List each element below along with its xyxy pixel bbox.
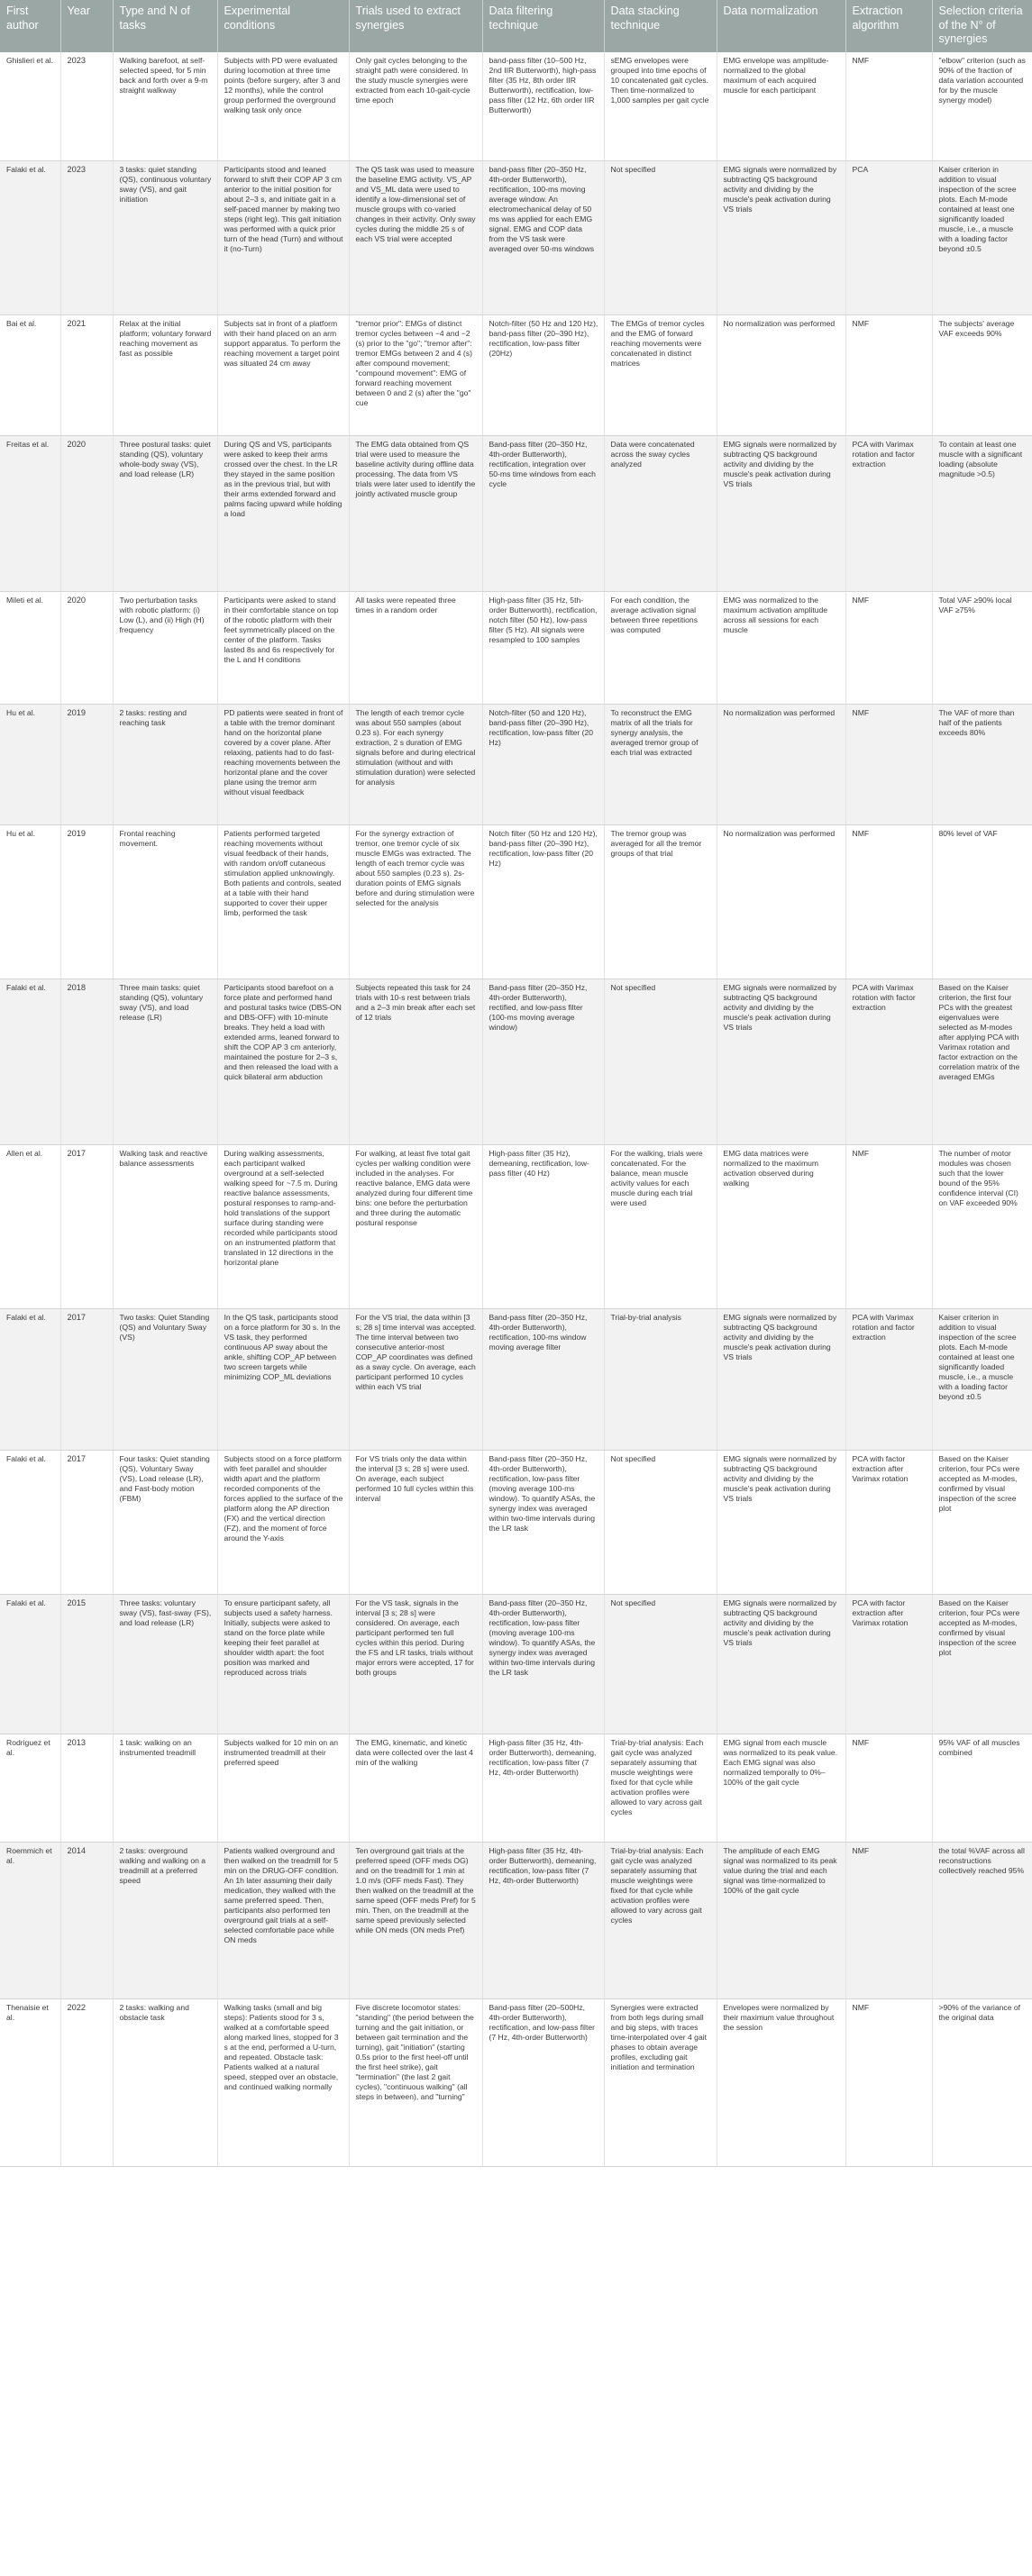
cell-experimental-conditions: In the QS task, participants stood on a force platform for 30 s. In the VS task, they performed continuous AP sway about the ankle, shifting COP_AP between two screen targets while minimizing COP_ML deviations [217, 1309, 349, 1451]
cell-first-author: Allen et al. [0, 1145, 60, 1309]
cell-data-stacking: Trial-by-trial analysis: Each gait cycle was analyzed separately assuming that muscle weightings were fixed for that cycle while activation profiles were allowed to vary across gait cycles [604, 1843, 717, 1999]
cell-data-stacking: Data were concatenated across the sway cycles analyzed [604, 436, 717, 592]
cell-first-author: Falaki et al. [0, 1309, 60, 1451]
cell-data-normalization: EMG signals were normalized by subtracting QS background activity and dividing by the muscle's peak activation during VS trials [717, 979, 845, 1145]
cell-data-normalization: EMG signals were normalized by subtracting QS background activity and dividing by the muscle's peak activation during VS trials [717, 161, 845, 315]
cell-year: 2022 [60, 1999, 113, 2167]
cell-experimental-conditions: During walking assessments, each participant walked overground at a self-selected walking speed for ~7.5 m. During reactive balance assessments, postural responses to ramp-and-hold translations of the support surface during standing were recorded while participants stood on an instrumented platform that translated in 12 directions in the horizontal plane [217, 1145, 349, 1309]
cell-data-stacking: Not specified [604, 1595, 717, 1734]
cell-extraction-algorithm: NMF [845, 705, 932, 825]
table-row [0, 1999, 1032, 2167]
cell-trials-used: For the synergy extraction of tremor, one tremor cycle of six muscle EMGs was extracted. The length of each tremor cycle was about 550 samples (0.23 s). 2s-duration points of EMG signals before and during stimulation were selected for the analysis [349, 825, 482, 979]
cell-data-filtering: band-pass filter (10–500 Hz, 2nd IIR Butterworth), high-pass filter (35 Hz, 8th order IIR Butterworth), rectification, low-pass filter (12 Hz, 6th order IIR Butterworth) [482, 52, 604, 161]
cell-year: 2020 [60, 592, 113, 705]
table-row [0, 1595, 1032, 1734]
header-col-data-stacking: Data stacking technique [604, 0, 717, 52]
cell-trials-used: For the VS task, signals in the interval [3 s; 28 s] were considered. On average, each participant performed ten full cycles within this period. During the FS and LR tasks, trials without major errors were accepted, 17 for both groups [349, 1595, 482, 1734]
table-row [0, 1843, 1032, 1999]
cell-first-author: Thenaisie et al. [0, 1999, 60, 2167]
cell-experimental-conditions: Participants stood barefoot on a force plate and performed hand and postural tasks twice (DBS-ON and DBS-OFF) with 10-minute breaks. They held a load with extended arms, leaned forward to shift the COP AP 3 cm anteriorly, maintained the posture for 2–3 s, and then released the load with a quick bilateral arm abduction [217, 979, 349, 1145]
cell-data-filtering: Notch filter (50 Hz and 120 Hz), band-pass filter (20–390 Hz), rectification, low-pass filter (20 Hz) [482, 825, 604, 979]
cell-data-filtering: Band-pass filter (20–350 Hz, 4th-order Butterworth), rectification, low-pass filter (moving average 100-ms window). To quantify ASAs, the synergy index was averaged within two-time intervals during the LR task [482, 1451, 604, 1595]
cell-extraction-algorithm: NMF [845, 1734, 932, 1843]
cell-year: 2019 [60, 705, 113, 825]
table-row [0, 1145, 1032, 1309]
cell-selection-criteria: Based on the Kaiser criterion, four PCs were accepted as M-modes, confirmed by visual inspection of the scree plot [932, 1595, 1032, 1734]
cell-data-normalization: EMG data matrices were normalized to the maximum activation observed during walking [717, 1145, 845, 1309]
cell-selection-criteria: Based on the Kaiser criterion, four PCs were accepted as M-modes, confirmed by visual inspection of the scree plot [932, 1451, 1032, 1595]
table-row [0, 315, 1032, 436]
cell-data-normalization: No normalization was performed [717, 705, 845, 825]
table-row [0, 592, 1032, 705]
cell-experimental-conditions: Participants stood and leaned forward to shift their COP AP 3 cm anterior to the initial position for about 2–3 s, and initiate gait in a self-paced manner by making two steps (right leg). This gait initiation was performed with a quick prior turn of the head (Turn) and without it (no-Turn) [217, 161, 349, 315]
cell-year: 2023 [60, 161, 113, 315]
cell-first-author: Rodriguez et al. [0, 1734, 60, 1843]
cell-trials-used: The length of each tremor cycle was about 550 samples (about 0.23 s). For each synergy extraction, 2 s duration of EMG signals before and during electrical stimulation (without and with stimulation duration) were selected for analysis [349, 705, 482, 825]
table-row [0, 825, 1032, 979]
cell-trials-used: The QS task was used to measure the baseline EMG activity. VS_AP and VS_ML data were used to identify a low-dimensional set of muscle groups with co-varied changes in their activity. Only sway cycles during the middle 25 s of each VS trial were accepted [349, 161, 482, 315]
cell-data-normalization: EMG was normalized to the maximum activation amplitude across all sessions for each muscle [717, 592, 845, 705]
header-col-selection-criteria: Selection criteria of the N° of synergies [932, 0, 1032, 52]
cell-type-n-tasks: Two tasks: Quiet Standing (QS) and Voluntary Sway (VS) [113, 1309, 217, 1451]
cell-extraction-algorithm: PCA with factor extraction after Varimax rotation [845, 1451, 932, 1595]
cell-data-filtering: Notch-filter (50 Hz and 120 Hz), band-pass filter (20–390 Hz), rectification, low-pass filter (20Hz) [482, 315, 604, 436]
cell-type-n-tasks: Three main tasks: quiet standing (QS), voluntary sway (VS), and load release (LR) [113, 979, 217, 1145]
cell-year: 2013 [60, 1734, 113, 1843]
cell-year: 2017 [60, 1451, 113, 1595]
cell-trials-used: For the VS trial, the data within [3 s; 28 s] time interval was accepted. The time interval between two consecutive anterior-most COP_AP coordinates was defined as a sway cycle. On average, each participant performed 10 cycles within each VS trial [349, 1309, 482, 1451]
cell-selection-criteria: Kaiser criterion in addition to visual inspection of the scree plots. Each M-mode contained at least one significantly loaded muscle, i.e., a muscle with a loading factor beyond ±0.5 [932, 1309, 1032, 1451]
cell-experimental-conditions: Subjects with PD were evaluated during locomotion at three time points (before surgery, after 3 and 12 months), while the control group performed the overground walking task only once [217, 52, 349, 161]
cell-selection-criteria: the total %VAF across all reconstructions collectively reached 95% [932, 1843, 1032, 1999]
cell-data-filtering: High-pass filter (35 Hz, 4th-order Butterworth), demeaning, rectification, low-pass filter (7 Hz, 4th-order Butterworth) [482, 1734, 604, 1843]
cell-selection-criteria: Based on the Kaiser criterion, the first four PCs with the greatest eigenvalues were selected as M-modes after applying PCA with Varimax rotation and factor extraction on the correlation matrix of the averaged EMGs [932, 979, 1032, 1145]
cell-type-n-tasks: 1 task: walking on an instrumented treadmill [113, 1734, 217, 1843]
cell-data-filtering: Band-pass filter (20–350 Hz, 4th-order Butterworth), rectification, integration over 50-ms time windows from each cycle [482, 436, 604, 592]
cell-data-stacking: Trial-by-trial analysis [604, 1309, 717, 1451]
cell-selection-criteria: The subjects' average VAF exceeds 90% [932, 315, 1032, 436]
cell-first-author: Hu et al. [0, 705, 60, 825]
cell-experimental-conditions: Subjects stood on a force platform with feet parallel and shoulder width apart and the platform recorded components of the forces applied to the surface of the platform along the AP direction (FX) and the vertical direction (FZ), and the moment of force around the Y-axis [217, 1451, 349, 1595]
cell-experimental-conditions: Subjects sat in front of a platform with their hand placed on an arm support apparatus. To perform the reaching movement a target point was situated 24 cm away [217, 315, 349, 436]
cell-first-author: Falaki et al. [0, 1451, 60, 1595]
cell-first-author: Hu et al. [0, 825, 60, 979]
cell-first-author: Falaki et al. [0, 161, 60, 315]
cell-first-author: Ghislieri et al. [0, 52, 60, 161]
cell-first-author: Mileti et al. [0, 592, 60, 705]
cell-type-n-tasks: Three tasks: voluntary sway (VS), fast-sway (FS), and load release (LR) [113, 1595, 217, 1734]
cell-first-author: Roemmich et al. [0, 1843, 60, 1999]
cell-trials-used: Five discrete locomotor states: "standing" (the period between the turning and the gait initiation, or between gait termination and the turning), gait "initiation" (starting 0.5s prior to the first heel-off until the first heel strike), gait "termination" (the last 2 gait cycles), "continuous walking" (all steps in between), and "turning" [349, 1999, 482, 2167]
cell-trials-used: The EMG, kinematic, and kinetic data were collected over the last 4 min of the walking [349, 1734, 482, 1843]
cell-data-normalization: EMG envelope was amplitude-normalized to the global maximum of each acquired muscle for each participant [717, 52, 845, 161]
cell-type-n-tasks: Walking task and reactive balance assessments [113, 1145, 217, 1309]
cell-selection-criteria: Total VAF ≥90% local VAF ≥75% [932, 592, 1032, 705]
cell-year: 2017 [60, 1145, 113, 1309]
cell-year: 2023 [60, 52, 113, 161]
header-col-extraction-algorithm: Extraction algorithm [845, 0, 932, 52]
cell-extraction-algorithm: NMF [845, 315, 932, 436]
cell-data-stacking: Trial-by-trial analysis: Each gait cycle was analyzed separately assuming that muscle weightings were fixed for that cycle while activation profiles were allowed to vary across gait cycles [604, 1734, 717, 1843]
cell-data-stacking: The tremor group was averaged for all the tremor groups of that trial [604, 825, 717, 979]
table-row [0, 979, 1032, 1145]
header-col-trials-used: Trials used to extract synergies [349, 0, 482, 52]
cell-data-stacking: Not specified [604, 979, 717, 1145]
cell-data-normalization: EMG signal from each muscle was normalized to its peak value. Each EMG signal was also normalized temporally to 0%–100% of the gait cycle [717, 1734, 845, 1843]
cell-trials-used: For VS trials only the data within the interval [3 s; 28 s] were used. On average, each subject performed 10 full cycles within this interval [349, 1451, 482, 1595]
cell-trials-used: For walking, at least five total gait cycles per walking condition were included in the analyses. For reactive balance, EMG data were analyzed during four different time bins: one before the perturbation and three during the automatic postural response [349, 1145, 482, 1309]
cell-selection-criteria: "elbow" criterion (such as 90% of the fraction of data variation accounted for by the muscle synergy model) [932, 52, 1032, 161]
cell-data-filtering: High-pass filter (35 Hz, 5th-order Butterworth), rectification, notch filter (50 Hz), low-pass filter (5 Hz). All signals were resampled to 100 samples [482, 592, 604, 705]
cell-year: 2018 [60, 979, 113, 1145]
cell-year: 2017 [60, 1309, 113, 1451]
cell-data-filtering: Band-pass filter (20–350 Hz, 4th-order Butterworth), rectification, low-pass filter (moving average 100-ms window). To quantify ASAs, the synergy index was averaged within two-time intervals during the LR task [482, 1595, 604, 1734]
cell-extraction-algorithm: NMF [845, 592, 932, 705]
cell-first-author: Falaki et al. [0, 1595, 60, 1734]
cell-data-stacking: For each condition, the average activation signal between three repetitions was computed [604, 592, 717, 705]
cell-selection-criteria: Kaiser criterion in addition to visual inspection of the scree plots. Each M-mode contained at least one significantly loaded muscle, i.e., a muscle with a loading factor beyond ±0.5 [932, 161, 1032, 315]
cell-data-filtering: High-pass filter (35 Hz, 4th-order Butterworth), demeaning, rectification, low-pass filter (7 Hz, 4th-order Butterworth) [482, 1843, 604, 1999]
cell-type-n-tasks: 3 tasks: quiet standing (QS), continuous voluntary sway (VS), and gait initiation [113, 161, 217, 315]
cell-extraction-algorithm: PCA with factor extraction after Varimax rotation [845, 1595, 932, 1734]
cell-trials-used: Subjects repeated this task for 24 trials with 10-s rest between trials and a 2–3 min break after each set of 12 trials [349, 979, 482, 1145]
cell-selection-criteria: The VAF of more than half of the patients exceeds 80% [932, 705, 1032, 825]
cell-data-normalization: The amplitude of each EMG signal was normalized to its peak value during the trial and each signal was time-normalized to 100% of the gait cycle [717, 1843, 845, 1999]
cell-experimental-conditions: PD patients were seated in front of a table with the tremor dominant hand on the horizontal plane covered by a cover plane. After relaxing, patients had to do fast-reaching movements between the horizontal plane and the cover plane using the tremor arm without visual feedback [217, 705, 349, 825]
cell-experimental-conditions: Walking tasks (small and big steps): Patients stood for 3 s, walked at a comfortable speed along marked lines, stopped for 3 s at the end, performed a U-turn, and repeated. Obstacle task: Patients walked at a natural speed, stepped over an obstacle, and continued walking normally [217, 1999, 349, 2167]
cell-type-n-tasks: 2 tasks: overground walking and walking on a treadmill at a preferred speed [113, 1843, 217, 1999]
table-header-row [0, 0, 1032, 52]
cell-trials-used: The EMG data obtained from QS trial were used to measure the baseline activity during offline data processing. The data from VS trials were later used to identify the jointly activated muscle group [349, 436, 482, 592]
cell-data-stacking: The EMGs of tremor cycles and the EMG of forward reaching movements were concatenated in distinct matrices [604, 315, 717, 436]
cell-data-normalization: EMG signals were normalized by subtracting QS background activity and dividing by the muscle's peak activation during VS trials [717, 1309, 845, 1451]
cell-experimental-conditions: Participants were asked to stand in their comfortable stance on top of the robotic platform with their feet symmetrically placed on the center of the platform. Tasks lasted 8s and 6s respectively for the L and H conditions [217, 592, 349, 705]
cell-extraction-algorithm: PCA with Varimax rotation and factor extraction [845, 1309, 932, 1451]
cell-data-stacking: Synergies were extracted from both legs during small and big steps, with traces time-interpolated over 4 gait phases to obtain average profiles, excluding gait initiation and termination [604, 1999, 717, 2167]
table-row [0, 1451, 1032, 1595]
table-row [0, 436, 1032, 592]
cell-extraction-algorithm: NMF [845, 1145, 932, 1309]
table-row [0, 161, 1032, 315]
cell-data-filtering: High-pass filter (35 Hz), demeaning, rectification, low-pass filter (40 Hz) [482, 1145, 604, 1309]
cell-type-n-tasks: Walking barefoot, at self-selected speed, for 5 min back and forth over a 9-m straight walkway [113, 52, 217, 161]
cell-extraction-algorithm: PCA with Varimax rotation with factor extraction [845, 979, 932, 1145]
cell-data-normalization: No normalization was performed [717, 825, 845, 979]
cell-extraction-algorithm: NMF [845, 1843, 932, 1999]
table-row [0, 705, 1032, 825]
cell-data-normalization: EMG signals were normalized by subtracting QS background activity and dividing by the muscle's peak activation during VS trials [717, 436, 845, 592]
cell-trials-used: Ten overground gait trials at the preferred speed (OFF meds OG) and on the treadmill for 1 min at 1.0 m/s (OFF meds Fast). They then walked on the treadmill at the same speed (OFF meds Pref) for 5 min. Then, on the treadmill at the same speed previously selected while ON meds (ON meds Pref) [349, 1843, 482, 1999]
cell-first-author: Falaki et al. [0, 979, 60, 1145]
cell-data-stacking: To reconstruct the EMG matrix of all the trials for synergy analysis, the averaged tremor group of each trial was extracted [604, 705, 717, 825]
cell-trials-used: "tremor prior": EMGs of distinct tremor cycles between −4 and −2 (s) prior to the "go"; "tremor after": tremor EMGs between 2 and 4 (s) after compound movement; "compound movement": EMG of forward reaching movement between 0 and 2 (s) after the "go" cue [349, 315, 482, 436]
header-col-type-n-tasks: Type and N of tasks [113, 0, 217, 52]
cell-year: 2015 [60, 1595, 113, 1734]
cell-type-n-tasks: Relax at the initial platform; voluntary forward reaching movement as fast as possible [113, 315, 217, 436]
cell-type-n-tasks: 2 tasks: resting and reaching task [113, 705, 217, 825]
cell-type-n-tasks: 2 tasks: walking and obstacle task [113, 1999, 217, 2167]
table-row [0, 1734, 1032, 1843]
cell-experimental-conditions: Patients walked overground and then walked on the treadmill for 5 min on the DRUG-OFF condition. An 1h later assuming their daily medication, they walked with the same preferred speed. Then, participants also performed ten overground gait trials at a self-selected comfortable pace while ON meds [217, 1843, 349, 1999]
cell-type-n-tasks: Two perturbation tasks with robotic platform: (i) Low (L), and (ii) High (H) frequency [113, 592, 217, 705]
cell-type-n-tasks: Frontal reaching movement. [113, 825, 217, 979]
header-col-data-normalization: Data normalization [717, 0, 845, 52]
cell-data-stacking: Not specified [604, 161, 717, 315]
table-row [0, 1309, 1032, 1451]
cell-trials-used: All tasks were repeated three times in a random order [349, 592, 482, 705]
cell-data-stacking: sEMG envelopes were grouped into time epochs of 10 concatenated gait cycles. Then time-normalized to 1,000 samples per gait cycle [604, 52, 717, 161]
cell-data-filtering: band-pass filter (20–350 Hz, 4th-order Butterworth), rectification, 100-ms moving average window. An electromechanical delay of 50 ms was applied for each EMG signal. EMG and COP data from the VS task were averaged over 50-ms windows [482, 161, 604, 315]
header-col-data-filtering: Data filtering technique [482, 0, 604, 52]
cell-type-n-tasks: Four tasks: Quiet standing (QS), Voluntary Sway (VS), Load release (LR), and Fast-body motion (FBM) [113, 1451, 217, 1595]
table-body [0, 52, 1032, 2167]
cell-first-author: Bai et al. [0, 315, 60, 436]
header-col-year: Year [60, 0, 113, 52]
cell-selection-criteria: To contain at least one muscle with a significant loading (absolute magnitude >0.5) [932, 436, 1032, 592]
cell-data-normalization: EMG signals were normalized by subtracting QS background activity and dividing by the muscle's peak activation during VS trials [717, 1451, 845, 1595]
cell-data-stacking: For the walking, trials were concatenated. For the balance, mean muscle activity values for each muscle during each trial were used [604, 1145, 717, 1309]
cell-extraction-algorithm: NMF [845, 52, 932, 161]
cell-experimental-conditions: Patients performed targeted reaching movements without visual feedback of their hands, with random on/off cutaneous stimulation applied unknowingly. Both patients and controls, seated at a table with their hand supported to cover their upper limb, performed the task [217, 825, 349, 979]
cell-data-normalization: No normalization was performed [717, 315, 845, 436]
cell-extraction-algorithm: PCA with Varimax rotation and factor extraction [845, 436, 932, 592]
cell-data-filtering: Band-pass filter (20–350 Hz, 4th-order Butterworth), rectification, 100-ms window moving average filter [482, 1309, 604, 1451]
cell-data-normalization: Envelopes were normalized by their maximum value throughout the session [717, 1999, 845, 2167]
cell-selection-criteria: The number of motor modules was chosen such that the lower bound of the 95% confidence interval (CI) on VAF exceeded 90% [932, 1145, 1032, 1309]
header-col-experimental-conditions: Experimental conditions [217, 0, 349, 52]
cell-year: 2020 [60, 436, 113, 592]
cell-extraction-algorithm: PCA [845, 161, 932, 315]
cell-data-filtering: Notch-filter (50 and 120 Hz), band-pass filter (20–390 Hz), rectification, low-pass filter (20 Hz) [482, 705, 604, 825]
cell-data-filtering: Band-pass filter (20–350 Hz, 4th-order Butterworth), rectified, and low-pass filter (100-ms moving average window) [482, 979, 604, 1145]
cell-year: 2014 [60, 1843, 113, 1999]
cell-trials-used: Only gait cycles belonging to the straight path were considered. In the study muscle synergies were extracted from each 10-gait-cycle time epoch [349, 52, 482, 161]
cell-year: 2019 [60, 825, 113, 979]
cell-selection-criteria: >90% of the variance of the original data [932, 1999, 1032, 2167]
header-col-first-author: First author [0, 0, 60, 52]
cell-extraction-algorithm: NMF [845, 1999, 932, 2167]
cell-extraction-algorithm: NMF [845, 825, 932, 979]
cell-selection-criteria: 95% VAF of all muscles combined [932, 1734, 1032, 1843]
cell-year: 2021 [60, 315, 113, 436]
cell-data-filtering: Band-pass filter (20–500Hz, 4th-order Butterworth), rectification, and low-pass filter (7 Hz, 4th-order Butterworth) [482, 1999, 604, 2167]
cell-data-normalization: EMG signals were normalized by subtracting QS background activity and dividing by the muscle's peak activation during VS trials [717, 1595, 845, 1734]
cell-first-author: Freitas et al. [0, 436, 60, 592]
cell-experimental-conditions: To ensure participant safety, all subjects used a safety harness. Initially, subjects were asked to stand on the force plate while keeping their feet parallel at shoulder width apart: the foot position was marked and reproduced across trials [217, 1595, 349, 1734]
cell-data-stacking: Not specified [604, 1451, 717, 1595]
cell-experimental-conditions: During QS and VS, participants were asked to keep their arms crossed over the chest. In the LR they stayed in the same position as in the previous trial, but with their arms extended forward and palms facing upward while holding a load [217, 436, 349, 592]
cell-experimental-conditions: Subjects walked for 10 min on an instrumented treadmill at their preferred speed [217, 1734, 349, 1843]
cell-type-n-tasks: Three postural tasks: quiet standing (QS), voluntary whole-body sway (VS), and load release (LR) [113, 436, 217, 592]
table-row [0, 52, 1032, 161]
cell-selection-criteria: 80% level of VAF [932, 825, 1032, 979]
